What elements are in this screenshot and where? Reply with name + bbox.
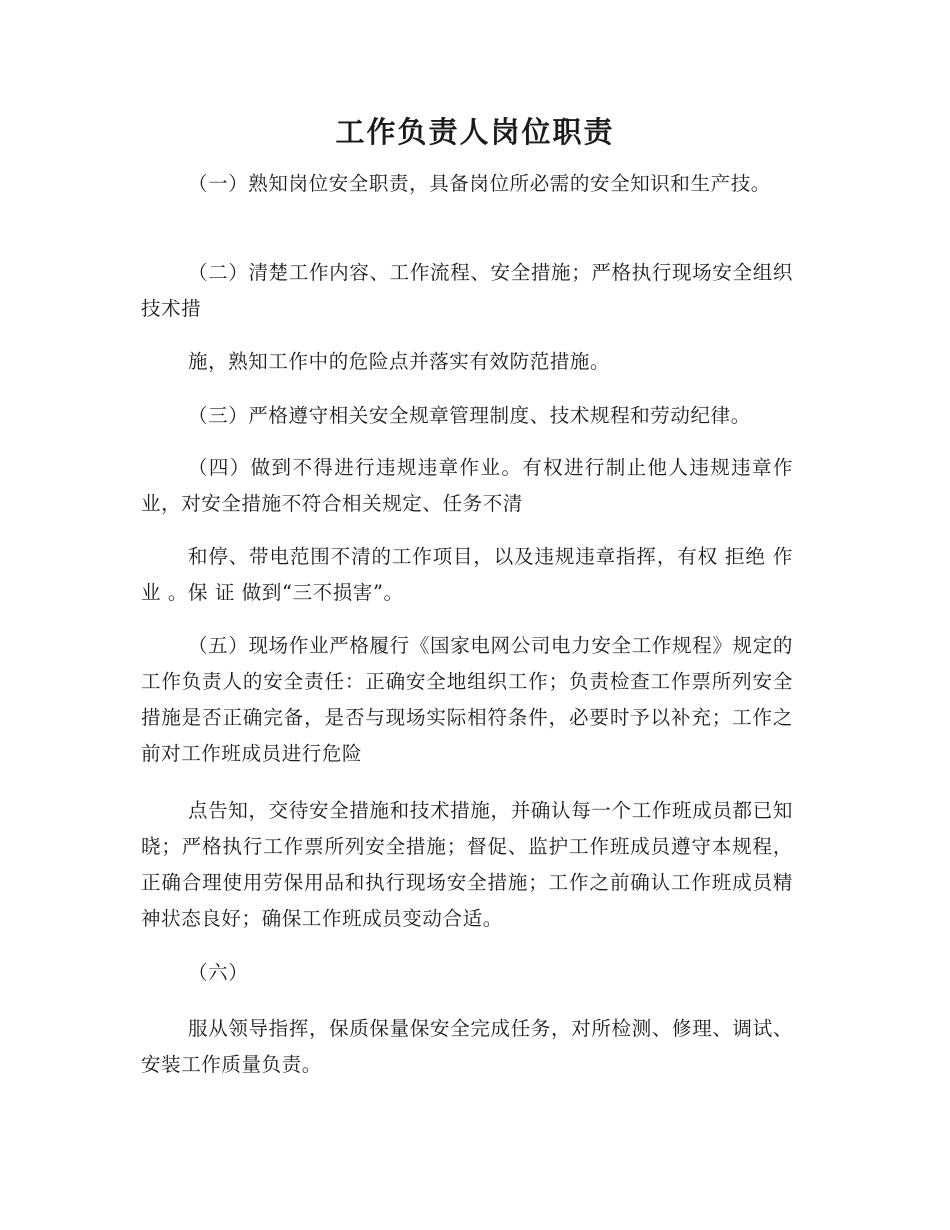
paragraph-4: （三）严格遵守相关安全规章管理制度、技术规程和劳动纪律。 <box>188 404 751 427</box>
paragraph-3: 施，熟知工作中的危险点并落实有效防范措施。 <box>188 350 611 373</box>
paragraph-8: 点告知，交待安全措施和技术措施，并确认每一个工作班成员都已知晓；严格执行工作票所列安全措施；督促、监护工作班成员遵守本规程，正确合理使用劳保用品和执行现场安全措施；工作之前确认工作班成员精神状态良好；确保工作班成员变动合适。 <box>141 799 793 930</box>
paragraph-1: （一）熟知岗位安全职责，具备岗位所必需的安全知识和生产技。 <box>188 172 771 195</box>
paragraph-7: （五）现场作业严格履行《国家电网公司电力安全工作规程》规定的工作负责人的安全责任：正确安全地组织工作；负责检查工作票所列安全措施是否正确完备，是否与现场实际相符条件，必要时予以补充；工作之前对工作班成员进行危险 <box>141 634 793 765</box>
document-title: 工作负责人岗位职责 <box>335 115 615 149</box>
paragraph-5: （四）做到不得进行违规违章作业。有权进行制止他人违规违章作业，对安全措施不符合相关规定、任务不清 <box>141 456 793 515</box>
paragraph-6: 和停、带电范围不清的工作项目，以及违规违章指挥，有权 拒绝 作 业 。保 证 做到“三不损害”。 <box>141 545 793 604</box>
paragraph-2: （二）清楚工作内容、工作流程、安全措施；严格执行现场安全组织技术措 <box>141 261 793 320</box>
paragraph-9: （六） <box>188 961 249 984</box>
paragraph-10: 服从领导指挥，保质保量保安全完成任务，对所检测、修理、调试、安装工作质量负责。 <box>141 1017 793 1076</box>
